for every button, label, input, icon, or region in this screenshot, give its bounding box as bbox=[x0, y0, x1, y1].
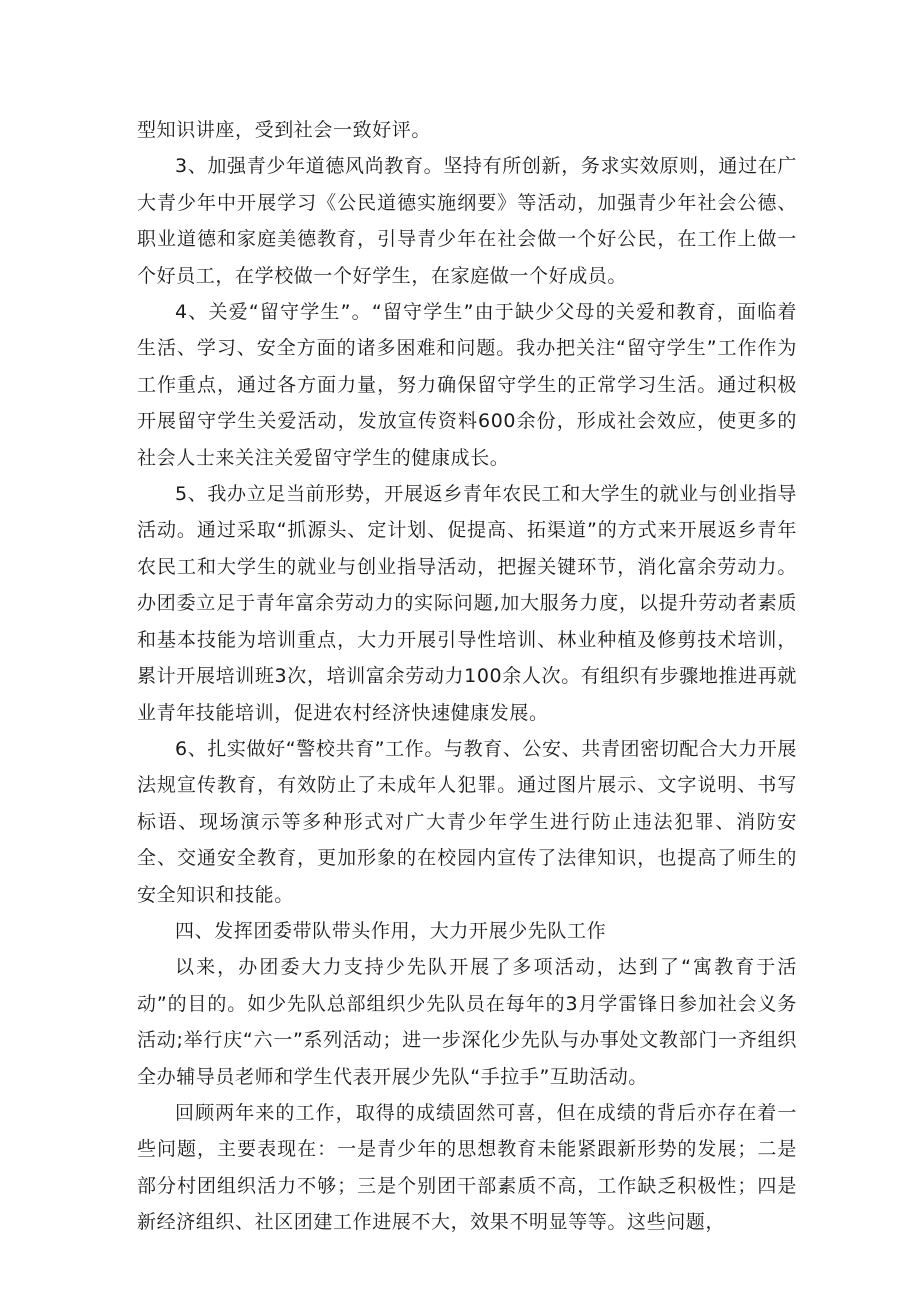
section-heading-4: 四、发挥团委带队带头作用，大力开展少先队工作 bbox=[175, 919, 607, 942]
paragraph-item-5: 5、我办立足当前形势，开展返乡青年农民工和大学生的就业与创业指导活动。通过采取“抓源头、定计划、促提高、拓渠道”的方式来开展返乡青年农民工和大学生的就业与创业指导活动，把握关键环节，消化富余劳动力。办团委立足于青年富余劳动力的实际问题,加大服务力度，以提升劳动者素质和基本技能为培训重点，大力开展引导性培训、林业种植及修剪技术培训，累计开展培训班3次，培训富余劳动力100余人次。有组织有步骤地推进再就业青年技能培训，促进农村经济快速健康发展。 bbox=[137, 483, 797, 724]
document-body bbox=[137, 112, 797, 1241]
paragraph-item-3: 3、加强青少年道德风尚教育。坚持有所创新，务求实效原则，通过在广大青少年中开展学习《公民道德实施纲要》等活动，加强青少年社会公德、职业道德和家庭美德教育，引导青少年在社会做一个好公民，在工作上做一个好员工，在学校做一个好学生，在家庭做一个好成员。 bbox=[137, 155, 797, 287]
paragraph-item-4: 4、关爱“留守学生”。“留守学生”由于缺少父母的关爱和教育，面临着生活、学习、安全方面的诸多困难和问题。我办把关注“留守学生”工作作为工作重点，通过各方面力量，努力确保留守学生的正常学习生活。通过积极开展留守学生关爱活动，发放宣传资料600余份，形成社会效应，使更多的社会人士来关注关爱留守学生的健康成长。 bbox=[137, 301, 797, 469]
paragraph-review: 回顾两年来的工作，取得的成绩固然可喜，但在成绩的背后亦存在着一些问题，主要表现在：一是青少年的思想教育未能紧跟新形势的发展；二是部分村团组织活力不够；三是个别团干部素质不高，工作缺乏积极性；四是新经济组织、社区团建工作进展不大，效果不明显等等。这些问题， bbox=[137, 1101, 797, 1234]
paragraph-item-6: 6、扎实做好“警校共育”工作。与教育、公安、共青团密切配合大力开展法规宣传教育，有效防止了未成年人犯罪。通过图片展示、文字说明、书写标语、现场演示等多种形式对广大青少年学生进行防止违法犯罪、消防安全、交通安全教育，更加形象的在校园内宣传了法律知识，也提高了师生的安全知识和技能。 bbox=[137, 737, 797, 906]
paragraph-young-pioneers: 以来，办团委大力支持少先队开展了多项活动，达到了“寓教育于活动”的目的。如少先队总部组织少先队员在每年的3月学雷锋日参加社会义务活动;举行庆“六一”系列活动；进一步深化少先队与办事处文教部门一齐组织全办辅导员老师和学生代表开展少先队“手拉手”互助活动。 bbox=[137, 956, 797, 1088]
paragraph-continuation: 型知识讲座，受到社会一致好评。 bbox=[137, 119, 432, 141]
